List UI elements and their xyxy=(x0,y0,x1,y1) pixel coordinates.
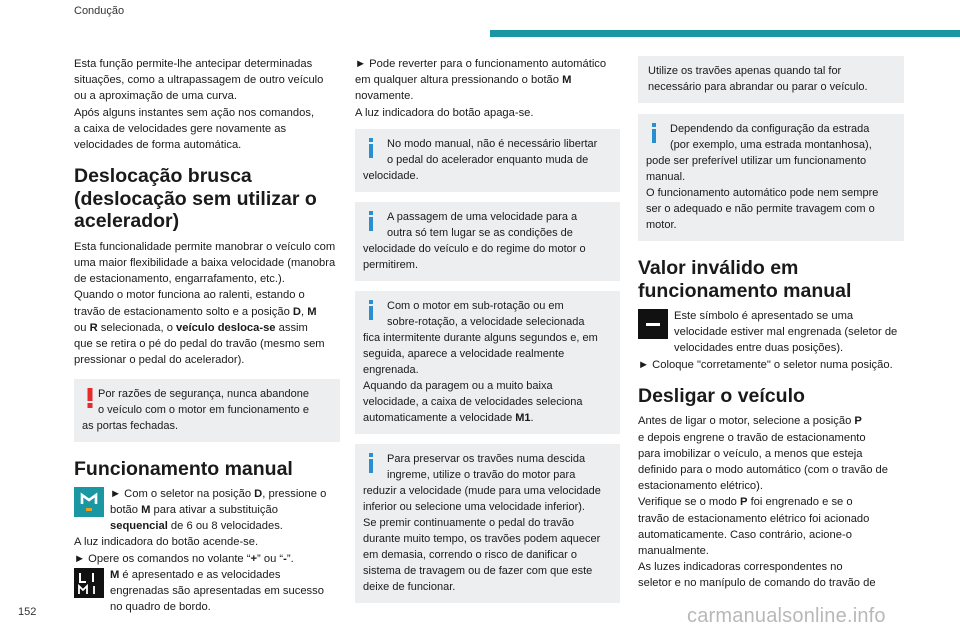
info-i-icon xyxy=(647,123,661,143)
column-2 xyxy=(355,56,620,613)
invalido-paragraph: Este símbolo é apresentado se uma velocidade estiver mal engrenada (seletor de velocidades entre duas posições). ► Coloque "corretamente" o seletor numa posição. xyxy=(638,310,898,371)
warning-note: Por razões de segurança, nunca abandone o veículo com o motor em funcionamento e as portas fechadas. xyxy=(74,379,340,442)
info-i-icon xyxy=(364,211,378,231)
watermark-text: carmanualsonline.info xyxy=(687,605,886,627)
manual-mode-m-button-icon xyxy=(74,487,104,517)
info-note-road-configuration: Dependendo da configuração da estrada (por exemplo, uma estrada montanhosa), pode ser preferível utilizar um funcionamento manual. O funcionamento automático pode nem sempre ser o adequado e não permite travagem com o motor. xyxy=(638,114,904,241)
heading-valor-invalido: Valor inválido em funcionamento manual xyxy=(638,257,852,302)
column-1 xyxy=(74,56,340,615)
info-i-icon xyxy=(364,300,378,320)
brusca-paragraph: Esta funcionalidade permite manobrar o veículo com uma maior flexibilidade a baixa velocidade (manobra de estacionamento, engarrafamento, etc.). Quando o motor funciona ao ralenti, estando o travão de estacionamento solto e a posição D, M ou R selecionada, o veículo desloca-se assim que se retira o pé do pedal do travão (mesmo sem pressionar o pedal do acelerador). xyxy=(74,240,336,367)
info-note-gear-change: A passagem de uma velocidade para a outra só tem lugar se as condições de velocidade do veículo e do regime do motor o permitirem. xyxy=(355,202,620,281)
page-number: 152 xyxy=(18,606,37,618)
gear-display-m1-icon xyxy=(74,568,104,598)
invalid-gear-dash-icon xyxy=(638,309,668,339)
page-header-title: Condução xyxy=(74,5,125,17)
warning-exclamation-icon xyxy=(83,388,97,408)
info-note-engine-speed: Com o motor em sub-rotação ou em sobre-rotação, a velocidade selecionada fica intermitente durante alguns segundos e, em seguida, aparece a velocidade realmente engrenada. Aquando da paragem ou a muito baixa velocidade, a caixa de velocidades seleciona automaticamente a velocidade M1. xyxy=(355,291,620,434)
revert-paragraph: ► Pode reverter para o funcionamento automático em qualquer altura pressionando o botão M novamente. A luz indicadora do botão apaga-se. xyxy=(355,58,607,119)
info-i-icon xyxy=(364,453,378,473)
heading-deslocacao-brusca: Deslocação brusca (deslocação sem utilizar o acelerador) xyxy=(74,165,317,233)
info-i-icon xyxy=(364,138,378,158)
brake-usage-box: Utilize os travões apenas quando tal for necessário para abrandar ou parar o veículo. xyxy=(638,56,904,103)
column-3 xyxy=(638,56,904,592)
display-paragraph: M é apresentado e as velocidades engrenadas são apresentadas em sucesso no quadro de bordo. xyxy=(110,568,324,614)
heading-desligar-veiculo: Desligar o veículo xyxy=(638,384,805,407)
info-note-brakes: Para preservar os travões numa descida ingreme, utilize o travão do motor para reduzir a velocidade (mude para uma velocidade inferior ou selecione uma velocidade inferior). Se premir continuamente o pedal do travão durante muito tempo, os travões podem aquecer em demasia, correndo o risco de danificar o sistema de travagem ou de fazer com que este deixe de funcionar. xyxy=(355,444,620,603)
header-accent-bar xyxy=(490,30,960,37)
heading-funcionamento-manual: Funcionamento manual xyxy=(74,458,293,481)
desligar-paragraph: Antes de ligar o motor, selecione a posição P e depois engrene o travão de estacionamento para imobilizar o veículo, a menos que esteja definido para o modo automático (com o travão de estacionamento elétrico). Verifique se o modo P foi engrenado e se o travão de estacionamento elétrico foi acionado automaticamente. Caso contrário, acione-o manualmente. As luzes indicadoras correspondentes no seletor e no manípulo de comando do travão de xyxy=(638,415,888,590)
info-note-manual-mode: No modo manual, não é necessário libertar o pedal do acelerador enquanto muda de velocidade. xyxy=(355,129,620,192)
manual-paragraph: ► Com o seletor na posição D, pressione o botão M para ativar a substituição sequencial de 6 ou 8 velocidades. A luz indicadora do botão acende-se. ► Opere os comandos no volante “+” ou “-”. xyxy=(74,487,327,565)
intro-paragraph: Esta função permite-lhe antecipar determinadas situações, como a ultrapassagem de outro veículo ou a aproximação de uma curva. Após alguns instantes sem ação nos comandos, a caixa de velocidades gere novamente as velocidades de forma automática. xyxy=(74,58,324,152)
